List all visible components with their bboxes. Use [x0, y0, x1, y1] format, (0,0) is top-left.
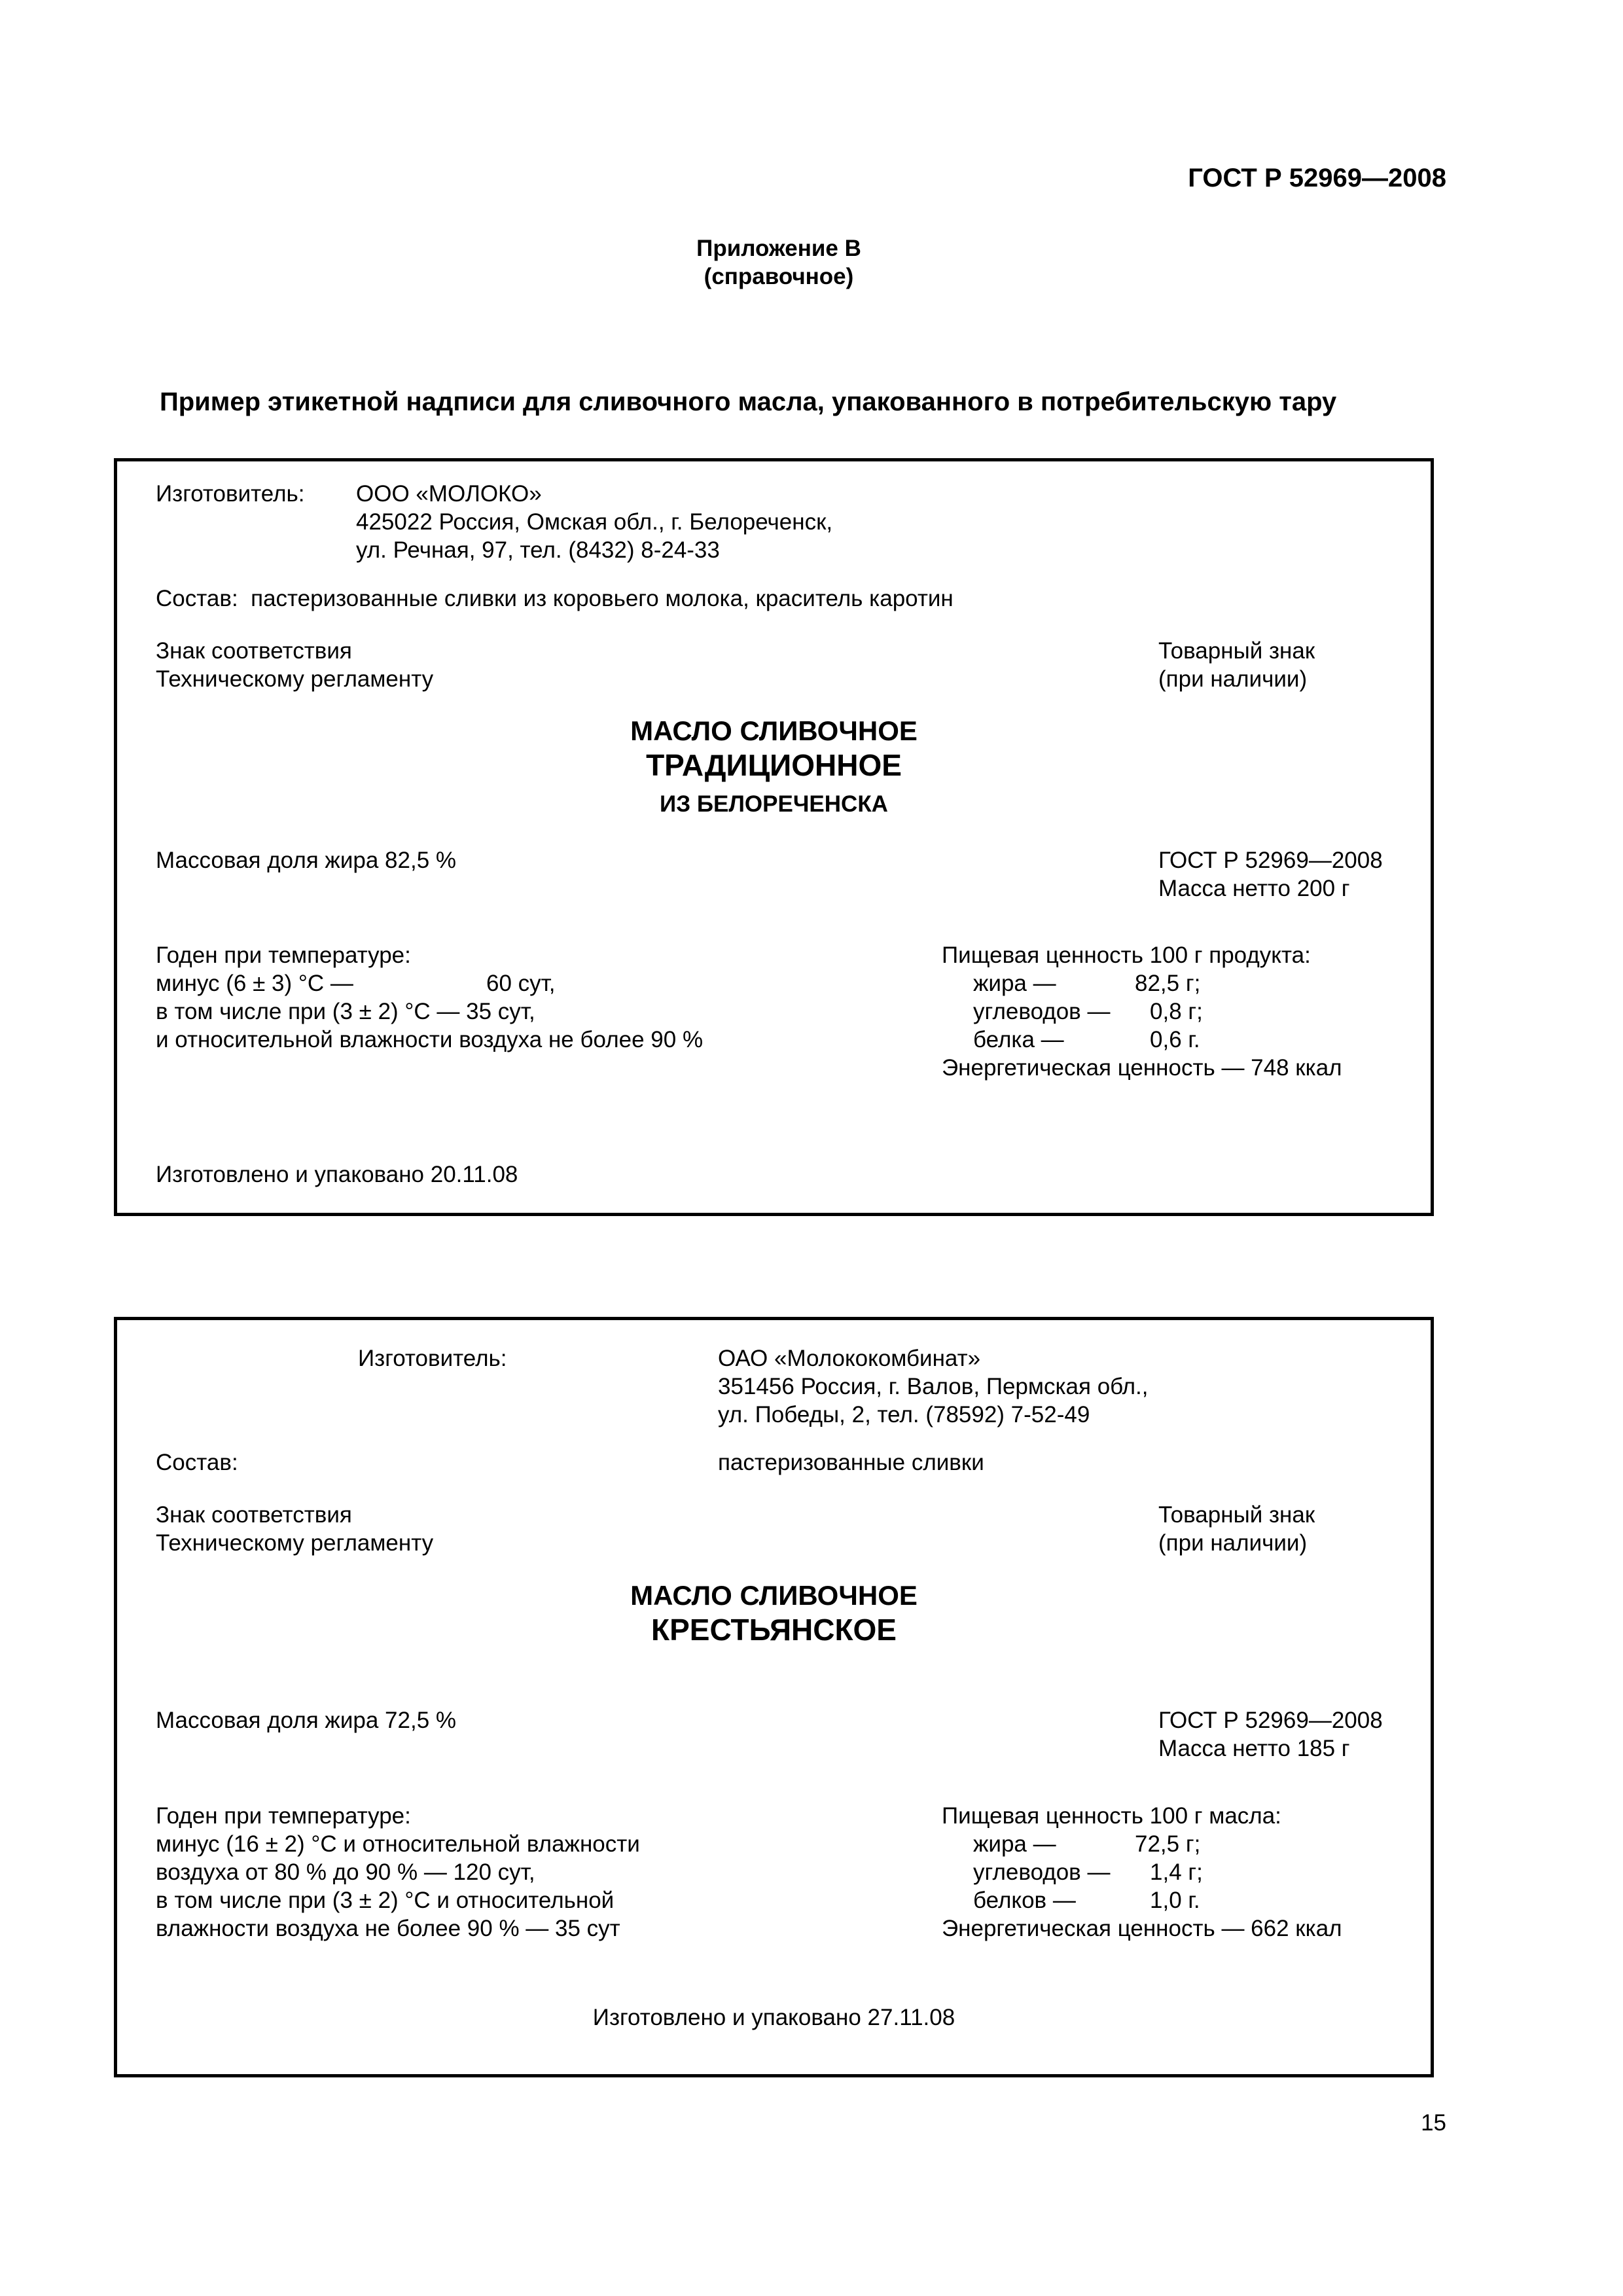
standard-ref: ГОСТ Р 52969—2008 — [1158, 1708, 1383, 1733]
standard-and-weight — [1158, 846, 1383, 903]
fat-share: Массовая доля жира 72,5 % — [156, 1708, 457, 1733]
conformity-line: Техническому регламенту — [156, 1530, 434, 1556]
storage-title: Годен при температуре: — [156, 1803, 411, 1829]
storage-row: и относительной влажности воздуха не более 90 % — [156, 1027, 704, 1052]
conformity-line: Знак соответствия — [156, 638, 352, 664]
storage-row: в том числе при (3 ± 2) °С — 35 сут, — [156, 999, 535, 1024]
product-name-line3: ИЗ БЕЛОРЕЧЕНСКА — [660, 791, 888, 817]
appendix-note: (справочное) — [704, 264, 854, 289]
maker-address-line: 425022 Россия, Омская обл., г. Белореченск, — [356, 509, 833, 535]
storage-line: воздуха от 80 % до 90 % — 120 сут, — [156, 1859, 535, 1885]
production-date: Изготовлено и упаковано 27.11.08 — [592, 2005, 955, 2030]
maker-label: Изготовитель: — [358, 1346, 507, 1371]
conformity-mark — [156, 637, 433, 693]
storage-condition: минус (6 ± 3) °С — — [156, 971, 353, 996]
appendix-title: Приложение В — [696, 236, 861, 261]
nutrient-name: жира — — [973, 971, 1056, 996]
nutrition-title: Пищевая ценность 100 г продукта: — [942, 942, 1311, 968]
nutrient-value: 72,5 г; — [1135, 1831, 1201, 1857]
nutrient-value: 1,4 г; — [1150, 1859, 1203, 1885]
fat-share: Массовая доля жира 82,5 % — [156, 848, 457, 873]
nutrient-value: 82,5 г; — [1135, 971, 1201, 996]
nutrition-row — [942, 997, 1342, 1026]
composition-value: пастеризованные сливки — [718, 1450, 984, 1475]
storage-title: Годен при температуре: — [156, 942, 411, 968]
storage-line: в том числе при (3 ± 2) °С и относительной — [156, 1888, 615, 1913]
storage-term: 60 сут, — [486, 971, 556, 996]
nutrition-row — [942, 1858, 1342, 1886]
nutrition-title: Пищевая ценность 100 г масла: — [942, 1803, 1281, 1829]
nutrition-row — [942, 1886, 1342, 1914]
nutrient-name: углеводов — — [973, 1859, 1111, 1885]
storage-row — [156, 969, 703, 997]
standard-and-weight — [1158, 1706, 1383, 1763]
maker-address — [356, 480, 832, 564]
storage-block — [156, 1802, 640, 1943]
storage-block — [156, 941, 703, 1054]
nutrition-row — [942, 969, 1342, 997]
conformity-mark — [156, 1501, 433, 1557]
trademark-line: (при наличии) — [1158, 666, 1308, 692]
composition-label: Состав: — [156, 1450, 238, 1475]
page-number: 15 — [1421, 2110, 1446, 2136]
product-name-line2: ТРАДИЦИОННОЕ — [646, 748, 902, 782]
production-date: Изготовлено и упаковано 20.11.08 — [156, 1162, 518, 1187]
maker-address — [718, 1344, 1149, 1429]
main-title: Пример этикетной надписи для сливочного масла, упакованного в потребительскую тару — [160, 387, 1337, 416]
conformity-line: Техническому регламенту — [156, 666, 434, 692]
composition: Состав: пастеризованные сливки из коровьего молока, краситель каротин — [156, 586, 954, 611]
nutrient-value: 1,0 г. — [1150, 1888, 1200, 1913]
nutrient-name: углеводов — — [973, 999, 1111, 1024]
product-name-line1: МАСЛО СЛИВОЧНОЕ — [630, 1580, 918, 1611]
storage-line: влажности воздуха не более 90 % — 35 сут — [156, 1916, 620, 1941]
product-name-line1: МАСЛО СЛИВОЧНОЕ — [630, 715, 918, 746]
storage-line: минус (16 ± 2) °С и относительной влажности — [156, 1831, 640, 1857]
nutrient-value: 0,8 г; — [1150, 999, 1203, 1024]
net-weight: Масса нетто 185 г — [1158, 1736, 1350, 1761]
maker-street-phone: ул. Победы, 2, тел. (78592) 7-52-49 — [718, 1402, 1090, 1427]
label-example-1 — [114, 458, 1434, 1216]
trademark — [1158, 1501, 1315, 1557]
nutrient-name: белка — — [973, 1027, 1064, 1052]
nutrient-name: жира — — [973, 1831, 1056, 1857]
maker-street-phone: ул. Речная, 97, тел. (8432) 8-24-33 — [356, 537, 720, 563]
standard-ref: ГОСТ Р 52969—2008 — [1158, 848, 1383, 873]
trademark — [1158, 637, 1315, 693]
nutrient-name: белков — — [973, 1888, 1076, 1913]
trademark-line: (при наличии) — [1158, 1530, 1308, 1556]
energy-value: Энергетическая ценность — 748 ккал — [942, 1055, 1342, 1081]
nutrition-block — [942, 1802, 1342, 1943]
conformity-line: Знак соответствия — [156, 1502, 352, 1528]
nutrition-block — [942, 941, 1342, 1082]
nutrient-value: 0,6 г. — [1150, 1027, 1200, 1052]
nutrition-row — [942, 1830, 1342, 1858]
net-weight: Масса нетто 200 г — [1158, 876, 1350, 901]
maker-label: Изготовитель: — [156, 481, 305, 507]
product-name-line2: КРЕСТЬЯНСКОЕ — [651, 1613, 897, 1647]
maker-name: ООО «МОЛОКО» — [356, 481, 542, 507]
label-example-2 — [114, 1317, 1434, 2077]
standard-number: ГОСТ Р 52969—2008 — [1188, 164, 1446, 192]
nutrition-row — [942, 1026, 1342, 1054]
trademark-line: Товарный знак — [1158, 638, 1315, 664]
maker-name: ОАО «Молококомбинат» — [718, 1346, 981, 1371]
energy-value: Энергетическая ценность — 662 ккал — [942, 1916, 1342, 1941]
maker-address-line: 351456 Россия, г. Валов, Пермская обл., — [718, 1374, 1149, 1399]
trademark-line: Товарный знак — [1158, 1502, 1315, 1528]
